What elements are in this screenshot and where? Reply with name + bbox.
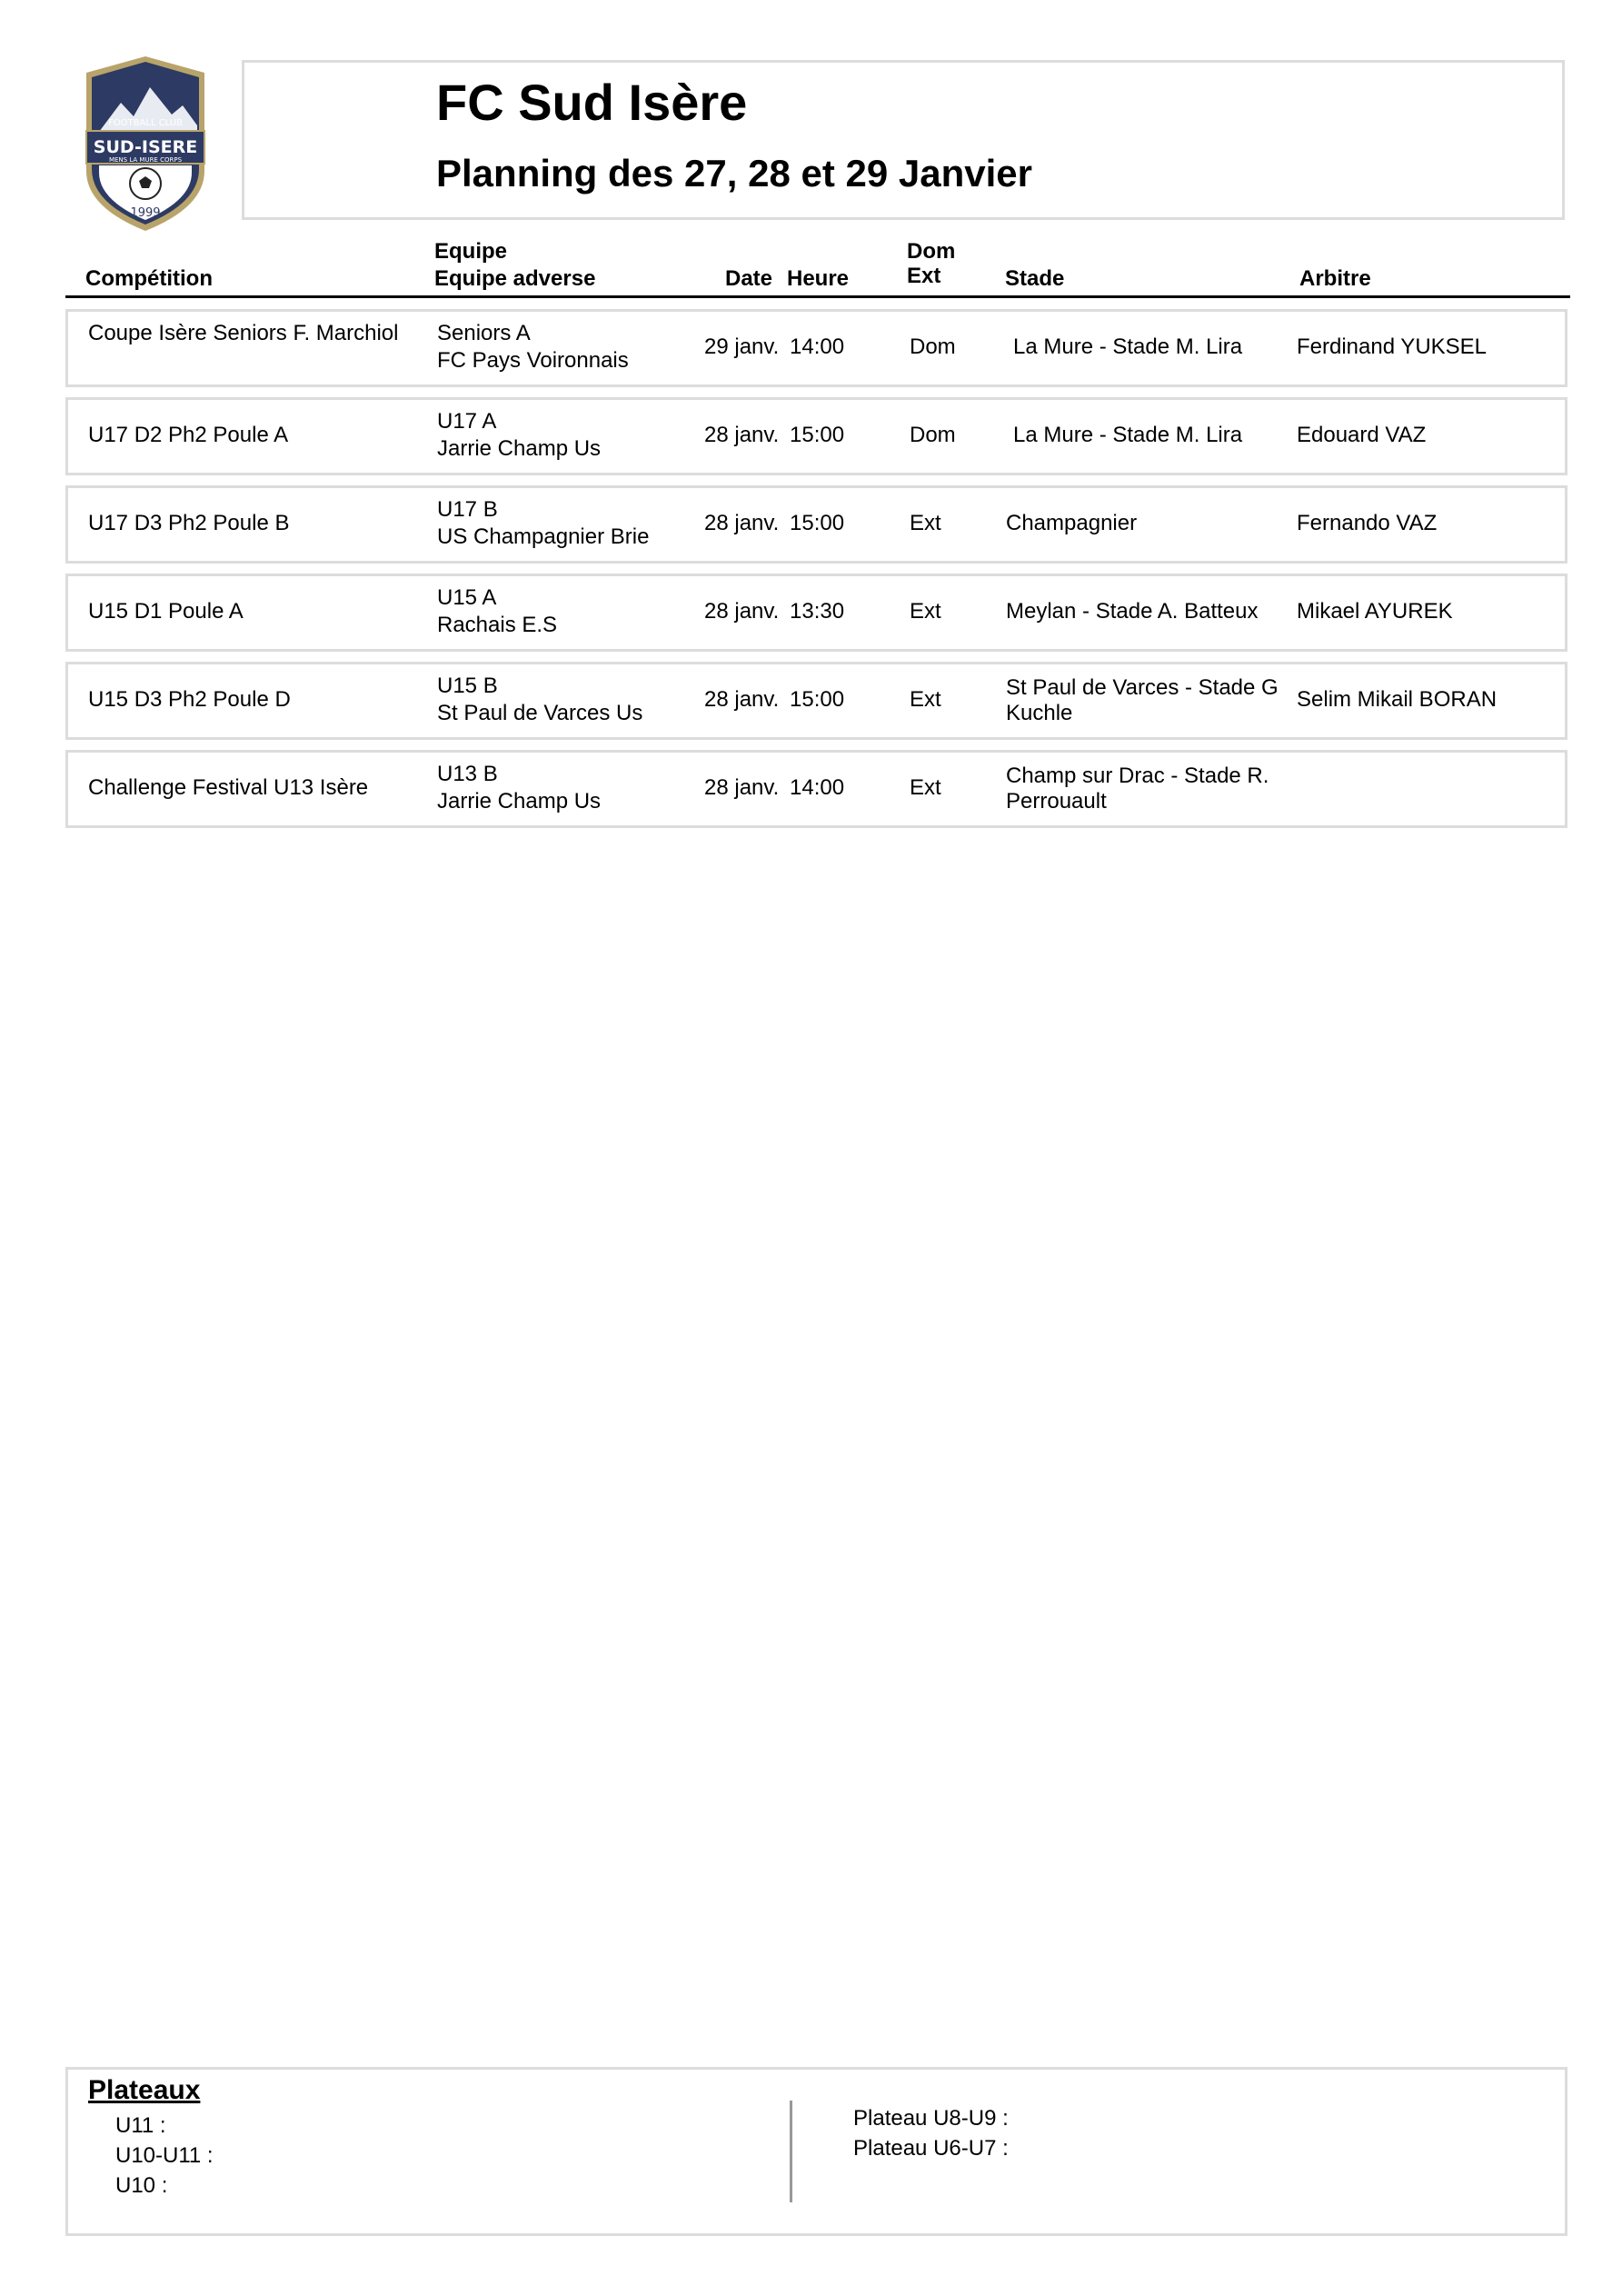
- plateau-u6-u7: Plateau U6-U7 :: [853, 2136, 1009, 2161]
- logo-year: 1999: [130, 206, 161, 220]
- logo-top-text: FOOTBALL CLUB: [108, 118, 183, 128]
- match-row: [65, 485, 1567, 564]
- plateau-u10-u11: U10-U11 :: [115, 2143, 214, 2168]
- col-arbitre: Arbitre: [1299, 266, 1371, 291]
- match-date: 28 janv.: [704, 687, 780, 712]
- match-time: 15:00: [790, 687, 845, 712]
- match-competition: Challenge Festival U13 Isère: [88, 775, 369, 800]
- col-stade: Stade: [1005, 266, 1065, 291]
- match-stadium: La Mure - Stade M. Lira: [1013, 334, 1243, 359]
- match-competition: U17 D3 Ph2 Poule B: [88, 511, 290, 535]
- club-logo: [77, 53, 214, 235]
- match-time: 15:00: [790, 511, 845, 535]
- match-opponent: Jarrie Champ Us: [437, 789, 602, 814]
- match-opponent: St Paul de Varces Us: [437, 701, 643, 725]
- match-row: [65, 750, 1567, 828]
- page-title: FC Sud Isère: [436, 74, 748, 131]
- match-team: Seniors A: [437, 321, 531, 345]
- match-date: 28 janv.: [704, 775, 780, 800]
- match-referee: Selim Mikail BORAN: [1297, 687, 1498, 712]
- match-competition: U17 D2 Ph2 Poule A: [88, 423, 289, 447]
- logo-towns: MENS LA MURE CORPS: [108, 156, 183, 164]
- col-dom: Dom: [907, 239, 956, 264]
- match-stadium: Meylan - Stade A. Batteux: [1006, 599, 1259, 624]
- match-competition: Coupe Isère Seniors F. Marchiol: [88, 321, 399, 345]
- col-ext: Ext: [907, 264, 941, 288]
- plateaux-box: [65, 2067, 1567, 2236]
- match-stadium: St Paul de Varces - Stade G Kuchle: [1006, 675, 1279, 725]
- match-row: [65, 662, 1567, 740]
- match-competition: U15 D3 Ph2 Poule D: [88, 687, 291, 712]
- col-competition: Compétition: [85, 266, 213, 291]
- match-opponent: Rachais E.S: [437, 613, 558, 637]
- plateau-u8-u9: Plateau U8-U9 :: [853, 2106, 1009, 2131]
- plateaux-title: Plateaux: [88, 2075, 201, 2105]
- match-team: U13 B: [437, 762, 498, 786]
- col-equipe-adverse: Equipe adverse: [434, 266, 596, 291]
- match-referee: Fernando VAZ: [1297, 511, 1438, 535]
- match-stadium: Champagnier: [1006, 511, 1138, 535]
- match-opponent: US Champagnier Brie: [437, 524, 650, 549]
- plateau-u10: U10 :: [115, 2173, 168, 2198]
- match-row: [65, 397, 1567, 475]
- match-row: [65, 574, 1567, 652]
- plateau-u11: U11 :: [115, 2113, 166, 2138]
- match-referee: Edouard VAZ: [1297, 423, 1427, 447]
- match-domext: Dom: [910, 334, 956, 359]
- match-date: 28 janv.: [704, 599, 780, 624]
- match-domext: Dom: [910, 423, 956, 447]
- match-time: 15:00: [790, 423, 845, 447]
- match-team: U17 A: [437, 409, 497, 434]
- match-domext: Ext: [910, 687, 941, 712]
- match-date: 29 janv.: [704, 334, 780, 359]
- match-date: 28 janv.: [704, 511, 780, 535]
- match-stadium: La Mure - Stade M. Lira: [1013, 423, 1243, 447]
- match-time: 13:30: [790, 599, 845, 624]
- plateaux-divider: [790, 2101, 792, 2202]
- match-domext: Ext: [910, 599, 941, 624]
- match-team: U17 B: [437, 497, 498, 522]
- match-date: 28 janv.: [704, 423, 780, 447]
- match-team: U15 B: [437, 674, 498, 698]
- match-competition: U15 D1 Poule A: [88, 599, 244, 624]
- match-opponent: Jarrie Champ Us: [437, 436, 602, 461]
- col-date: Date: [725, 266, 773, 291]
- match-referee: Mikael AYUREK: [1297, 599, 1453, 624]
- match-time: 14:00: [790, 334, 845, 359]
- match-time: 14:00: [790, 775, 845, 800]
- col-equipe: Equipe: [434, 239, 508, 264]
- header-rule: [65, 295, 1570, 298]
- logo-name: SUD-ISERE: [93, 137, 198, 157]
- col-heure: Heure: [787, 266, 850, 291]
- match-domext: Ext: [910, 775, 941, 800]
- match-referee: Ferdinand YUKSEL: [1297, 334, 1488, 359]
- match-team: U15 A: [437, 585, 497, 610]
- match-stadium: Champ sur Drac - Stade R. Perrouault: [1006, 764, 1269, 814]
- match-opponent: FC Pays Voironnais: [437, 348, 629, 373]
- match-row: [65, 309, 1567, 387]
- page-subtitle: Planning des 27, 28 et 29 Janvier: [436, 152, 1032, 195]
- match-domext: Ext: [910, 511, 941, 535]
